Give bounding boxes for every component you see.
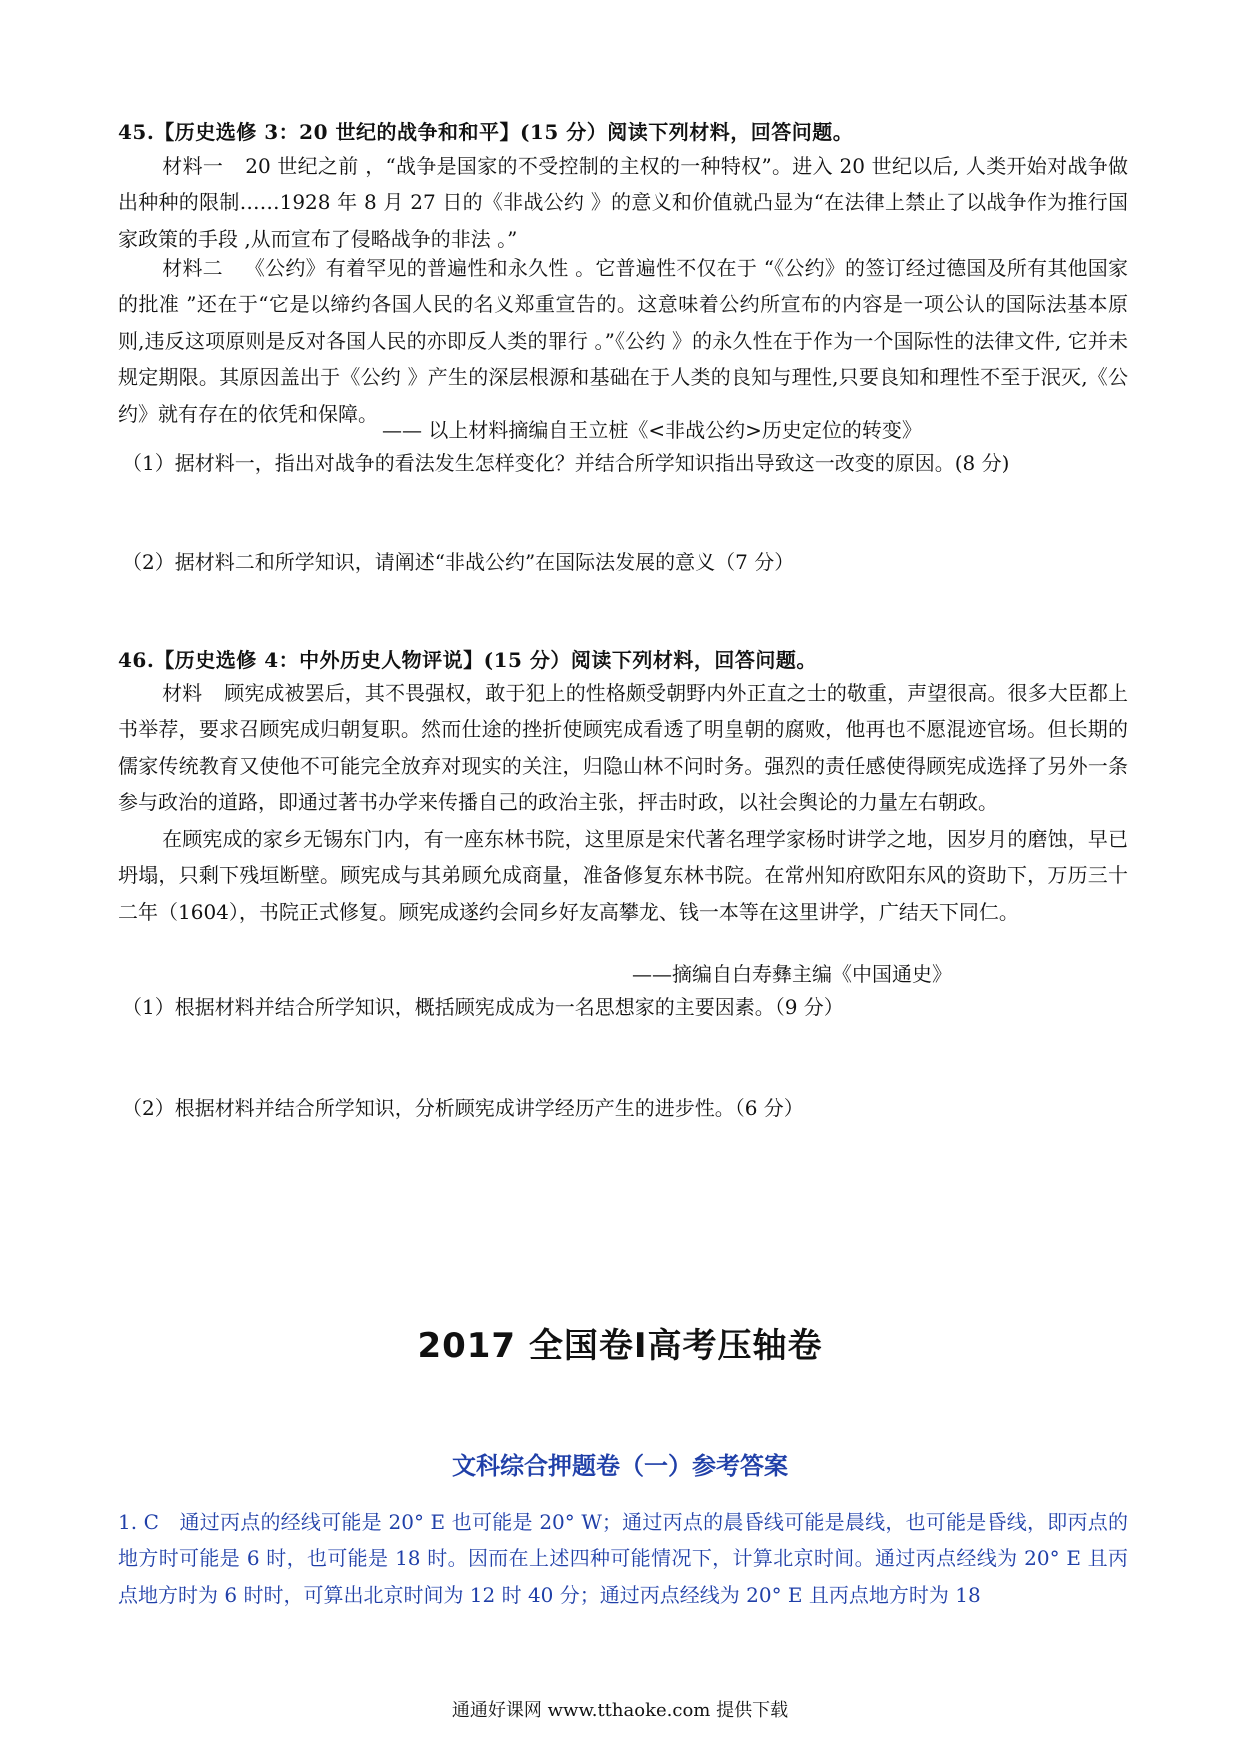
q45-material2 [118, 250, 1128, 432]
answer-section-title: 文科综合押题卷（一）参考答案 [452, 1451, 788, 1480]
q45-source: —— 以上材料摘编自王立桩《<非战公约>历史定位的转变》 [382, 418, 922, 442]
q45-sub-question-2: （2）据材料二和所学知识，请阐述“非战公约”在国际法发展的意义（7 分） [122, 550, 795, 574]
q46-material-label: 材料 [162, 681, 203, 705]
q45-sub-question-1: （1）据材料一，指出对战争的看法发生怎样变化？并结合所学知识指出导致这一改变的原因。(8 分) [122, 451, 1010, 475]
q45-material1-text: 20 世纪之前 ，“战争是国家的不受控制的主权的一种特权”。进入 20 世纪以后, 人类开始对战争做出种种的限制……1928 年 8 月 27 日的《非战公约 》的意义和价值就凸显为“在法律上禁止了以战争作为推行国家政策的手段 ,从而宣布了侵略战争的非法 。” [118, 154, 1129, 251]
q46-heading: 46.【历史选修 4：中外历史人物评说】(15 分）阅读下列材料，回答问题。 [118, 648, 817, 672]
answer-item-1: 1. C 通过丙点的经线可能是 20° E 也可能是 20° W；通过丙点的晨昏线可能是晨线，也可能是昏线，即丙点的地方时可能是 6 时，也可能是 18 时。因而在上述四种可能情况下，计算北京时间。通过丙点经线为 20° E 且丙点地方时为 6 时时，可算出北京时间为 12 时 40 分；通过丙点经线为 20° E 且丙点地方时为 18 [118, 1510, 1128, 1607]
q45-material1 [118, 148, 1128, 257]
q46-material-text-2: 在顾宪成的家乡无锡东门内，有一座东林书院，这里原是宋代著名理学家杨时讲学之地，因岁月的磨蚀，早已坍塌，只剩下残垣断壁。顾宪成与其弟顾允成商量，准备修复东林书院。在常州知府欧阳东风的资助下，万历三十二年（1604），书院正式修复。顾宪成遂约会同乡好友高攀龙、钱一本等在这里讲学，广结天下同仁。 [118, 827, 1128, 924]
page-footer: 通通好课网 www.tthaoke.com 提供下载 [451, 1700, 789, 1721]
exam-title: 2017 全国卷Ⅰ高考压轴卷 [417, 1326, 823, 1366]
q46-material-para1 [118, 675, 1128, 821]
q45-material2-label: 材料二 [162, 256, 223, 280]
q46-material-para2 [118, 821, 1128, 930]
q45-material2-text: 《公约》有着罕见的普遍性和永久性 。它普遍性不仅在于 “《公约》的签订经过德国及所有其他国家的批准 ”还在于“它是以缔约各国人民的名义郑重宣告的。这意味着公约所宣布的内容是一项公认的国际法基本原则,违反这项原则是反对各国人民的亦即反人类的罪行 。”《公约 》的永久性在于作为一个国际性的法律文件, 它并未规定期限。其原因盖出于《公约 》产生的深层根源和基础在于人类的良知与理性,只要良知和理性不至于泯灭,《公约》就有存在的依凭和保障。 [118, 256, 1128, 426]
q45-heading: 45.【历史选修 3：20 世纪的战争和和平】(15 分）阅读下列材料，回答问题。 [118, 120, 854, 144]
q46-material-text-1: 顾宪成被罢后，其不畏强权，敢于犯上的性格颇受朝野内外正直之士的敬重，声望很高。很多大臣都上书举荐，要求召顾宪成归朝复职。然而仕途的挫折使顾宪成看透了明皇朝的腐败，他再也不愿混迹官场。但长期的儒家传统教育又使他不可能完全放弃对现实的关注，归隐山林不问时务。强烈的责任感使得顾宪成选择了另外一条参与政治的道路，即通过著书办学来传播自己的政治主张，抨击时政，以社会舆论的力量左右朝政。 [118, 681, 1129, 815]
q45-material1-label: 材料一 [162, 154, 224, 178]
q46-sub-question-2: （2）根据材料并结合所学知识，分析顾宪成讲学经历产生的进步性。（6 分） [122, 1096, 804, 1120]
q46-sub-question-1: （1）根据材料并结合所学知识，概括顾宪成成为一名思想家的主要因素。（9 分） [122, 995, 844, 1019]
q46-source: ——摘编自白寿彝主编《中国通史》 [632, 962, 952, 986]
